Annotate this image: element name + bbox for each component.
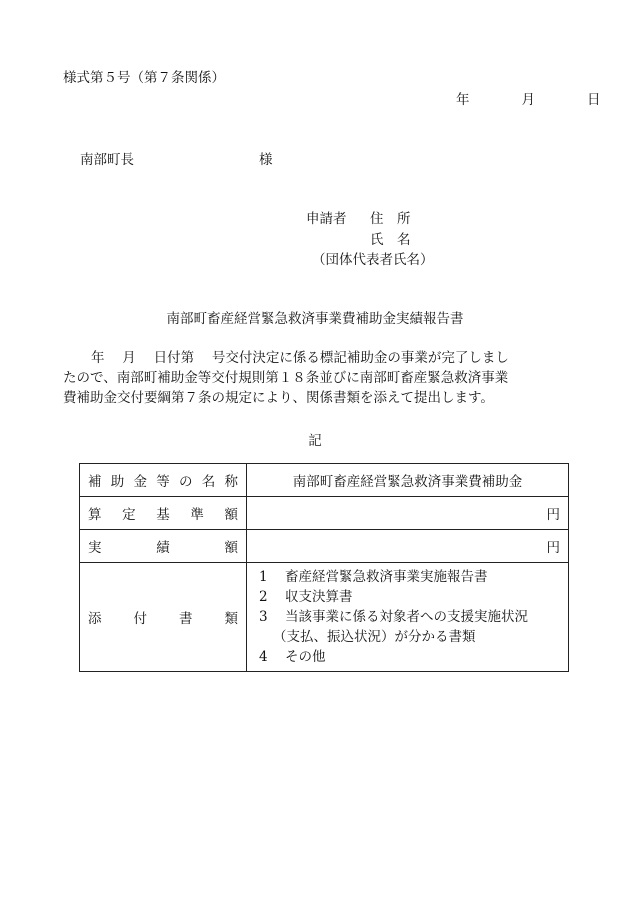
date-month: 月 bbox=[521, 92, 535, 108]
body-line-2: たので、南部町補助金等交付規則第１８条並びに南部町畜産緊急救済事業 bbox=[63, 370, 509, 386]
group-representative-label: （団体代表者氏名） bbox=[312, 252, 434, 268]
body-paragraph bbox=[63, 348, 563, 408]
subsidy-name-value: 南部町畜産経営緊急救済事業費補助金 bbox=[247, 464, 569, 497]
applicant-label: 申請者 bbox=[306, 211, 347, 227]
ki-heading: 記 bbox=[308, 433, 322, 449]
table-row bbox=[80, 464, 569, 497]
attachment-list bbox=[247, 563, 569, 672]
list-item: 3 当該事業に係る対象者への支援実施状況 bbox=[259, 609, 528, 625]
date-year: 年 bbox=[456, 92, 470, 108]
date-day: 日 bbox=[587, 92, 601, 108]
name-label: 氏 名 bbox=[370, 232, 411, 248]
body-line-1: 年 月 日付第 号交付決定に係る標記補助金の事業が完了しまし bbox=[91, 350, 509, 366]
row-label: 補助金等の名称 bbox=[80, 464, 247, 497]
date-line bbox=[456, 88, 601, 108]
address-label: 住 所 bbox=[370, 211, 411, 227]
base-amount-value: 円 bbox=[247, 497, 569, 530]
recipient-honorific: 様 bbox=[259, 152, 273, 168]
document-title: 南部町畜産経営緊急救済事業費補助金実績報告書 bbox=[166, 311, 464, 327]
list-item: （支払、振込状況）が分かる書類 bbox=[273, 629, 476, 645]
row-label: 実績額 bbox=[80, 530, 247, 563]
detail-table bbox=[79, 463, 569, 672]
row-label: 添付書類 bbox=[80, 563, 247, 672]
list-item: 1 畜産経営緊急救済事業実施報告書 bbox=[259, 569, 488, 585]
table-row bbox=[80, 530, 569, 563]
row-label: 算定基準額 bbox=[80, 497, 247, 530]
actual-amount-value: 円 bbox=[247, 530, 569, 563]
list-item: 4 その他 bbox=[259, 649, 326, 665]
table-row bbox=[80, 497, 569, 530]
list-item: 2 収支決算書 bbox=[259, 589, 353, 605]
body-line-3: 費補助金交付要綱第７条の規定により、関係書類を添えて提出します。 bbox=[63, 390, 494, 406]
recipient-name: 南部町長 bbox=[80, 152, 134, 168]
table-row bbox=[80, 563, 569, 672]
form-number: 様式第５号（第７条関係） bbox=[63, 70, 225, 86]
